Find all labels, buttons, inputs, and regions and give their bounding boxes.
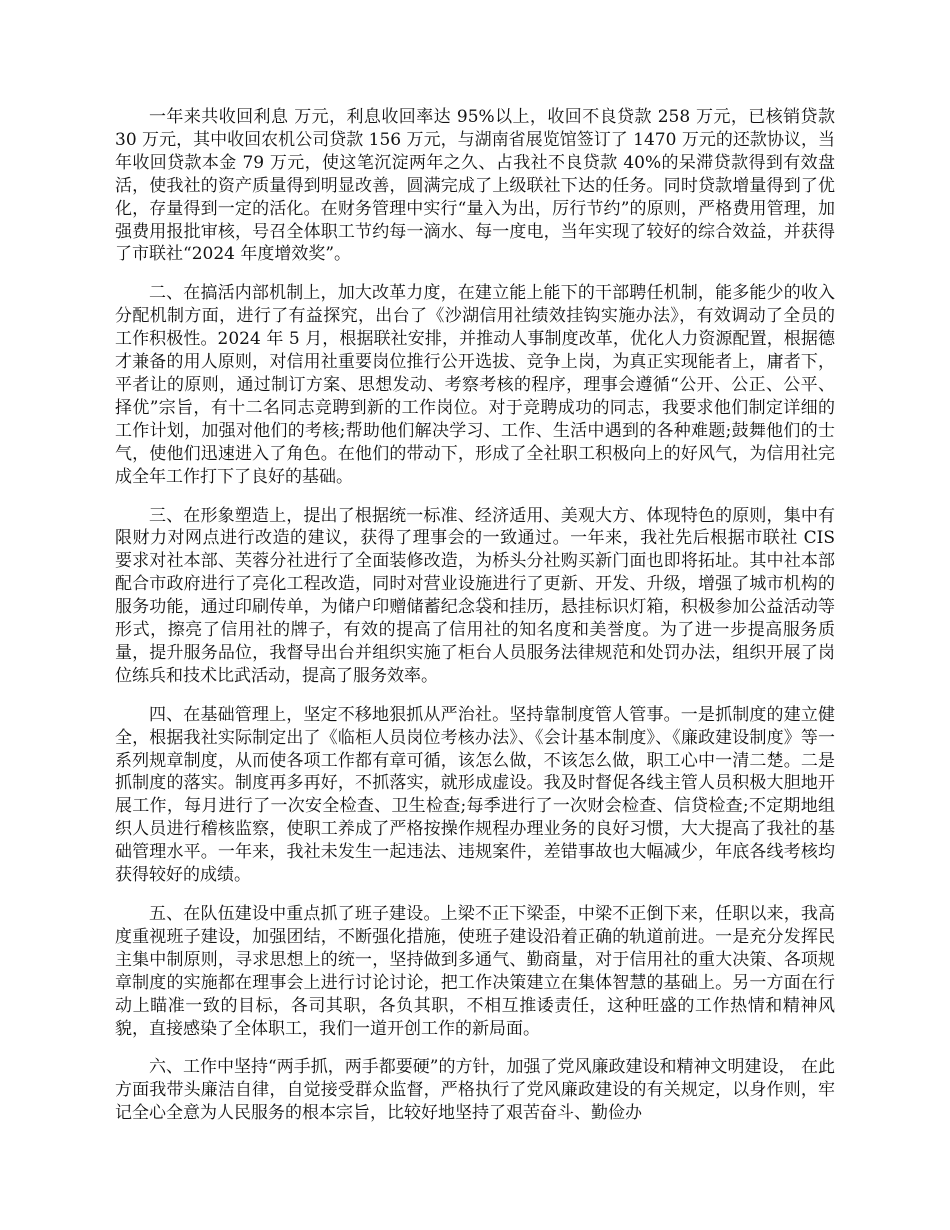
document-body xyxy=(115,106,835,1141)
paragraph-1: 一年来共收回利息 万元，利息收回率达 95%以上，收回不良贷款 258 万元，已核销贷款 30 万元，其中收回农机公司贷款 156 万元，与湖南省展览馆签订了 1470 万元的还款协议，当年收回贷款本金 79 万元，使这笔沉淀两年之久、占我社不良贷款 40%的呆滞贷款得到有效盘活，使我社的资产质量得到明显改善，圆满完成了上级联社下达的任务。同时贷款增量得到了优化，存量得到一定的活化。在财务管理中实行“量入为出，厉行节约”的原则，严格费用管理，加强费用报批审核，号召全体职工节约每一滴水、每一度电，当年实现了较好的综合效益，并获得了市联社“2024 年度增效奖”。 xyxy=(115,107,835,265)
paragraph-3: 三、在形象塑造上，提出了根据统一标准、经济适用、美观大方、体现特色的原则，集中有限财力对网点进行改造的建议，获得了理事会的一致通过。一年来，我社先后根据市联社 CIS 要求对社本部、芙蓉分社进行了全面装修改造，为桥头分社购买新门面也即将拓址。其中社本部配合市政府进行了亮化工程改造，同时对营业设施进行了更新、开发、升级，增强了城市机构的服务功能，通过印刷传单，为储户印赠储蓄纪念袋和挂历，悬挂标识灯箱，积极参加公益活动等形式，擦亮了信用社的牌子，有效的提高了信用社的知名度和美誉度。为了进一步提高服务质量，提升服务品位，我督导出台并组织实施了柜台人员服务法律规范和处罚办法，组织开展了岗位练兵和技术比武活动，提高了服务效率。 xyxy=(115,505,835,686)
paragraph-5: 五、在队伍建设中重点抓了班子建设。上梁不正下梁歪，中梁不正倒下来，任职以来，我高度重视班子建设，加强团结，不断强化措施，使班子建设沿着正确的轨道前进。一是充分发挥民主集中制原则，寻求思想上的统一，坚持做到多通气、勤商量，对于信用社的重大决策、各项规章制度的实施都在理事会上进行讨论讨论，把工作决策建立在集体智慧的基础上。另一方面在行动上瞄准一致的目标，各司其职，各负其职，不相互推诿责任，这种旺盛的工作热情和精神风貌，直接感染了全体职工，我们一道开创工作的新局面。 xyxy=(115,904,835,1039)
paragraph-6: 六、工作中坚持“两手抓，两手都要硬”的方针，加强了党风廉政建设和精神文明建设， 在此方面我带头廉洁自律，自觉接受群众监督，严格执行了党风廉政建设的有关规定，以身作则，牢记全心全意为人民服务的根本宗旨，比较好地坚持了艰苦奋斗、勤俭办 xyxy=(115,1057,835,1124)
paragraph-2: 二、在搞活内部机制上，加大改革力度，在建立能上能下的干部聘任机制，能多能少的收入分配机制方面，进行了有益探究，出台了《沙湖信用社绩效挂钩实施办法》，有效调动了全员的工作积极性。2024 年 5 月，根据联社安排，并推动人事制度改革，优化人力资源配置，根据德才兼备的用人原则，对信用社重要岗位推行公开选拔、竞争上岗，为真正实现能者上，庸者下，平者让的原则，通过制订方案、思想发动、考察考核的程序，理事会遵循“公开、公正、公平、择优”宗旨，有十二名同志竞聘到新的工作岗位。对于竞聘成功的同志，我要求他们制定详细的工作计划，加强对他们的考核;帮助他们解决学习、工作、生活中遇到的各种难题;鼓舞他们的士气，使他们迅速进入了角色。在他们的带动下，形成了全社职工积极向上的好风气，为信用社完成全年工作打下了良好的基础。 xyxy=(115,283,835,487)
paragraph-4: 四、在基础管理上，坚定不移地狠抓从严治社。坚持靠制度管人管事。一是抓制度的建立健全，根据我社实际制定出了《临柜人员岗位考核办法》、《会计基本制度》、《廉政建设制度》等一系列规章制度，从而使各项工作都有章可循，该怎么做，不该怎么做，职工心中一清二楚。二是抓制度的落实。制度再多再好，不抓落实，就形成虚设。我及时督促各线主管人员积极大胆地开展工作，每月进行了一次安全检查、卫生检查;每季进行了一次财会检查、信贷检查;不定期地组织人员进行稽核监察，使职工养成了严格按操作规程办理业务的良好习惯，大大提高了我社的基础管理水平。一年来，我社未发生一起违法、违规案件，差错事故也大幅减少，年底各线考核均获得较好的成绩。 xyxy=(115,704,835,886)
